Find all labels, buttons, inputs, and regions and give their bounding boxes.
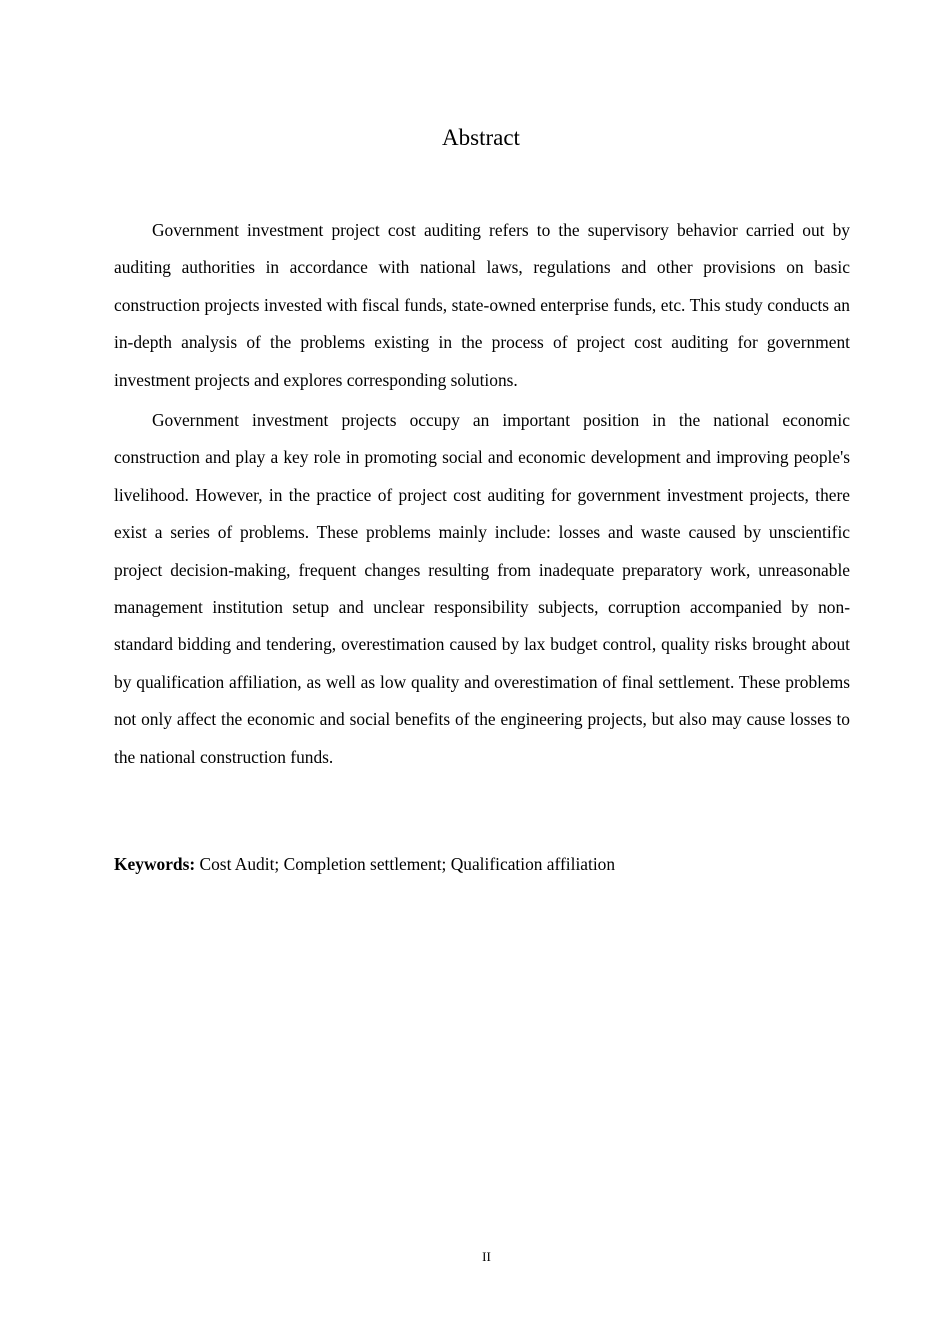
keywords-line	[114, 849, 850, 879]
keywords-text: Cost Audit; Completion settlement; Qualification affiliation	[199, 854, 616, 874]
abstract-body	[114, 212, 850, 779]
abstract-paragraph-2: Government investment projects occupy an important position in the national economic construction and play a key role in promoting social and economic development and improving people's livelihood. However, in the practice of project cost auditing for government investment projects, there exist a series of problems. These problems mainly include: losses and waste caused by unscientific project decision-making, frequent changes resulting from inadequate preparatory work, unreasonable management institution setup and unclear responsibility subjects, corruption accompanied by non-standard bidding and tendering, overestimation caused by lax budget control, quality risks brought about by qualification affiliation, as well as low quality and overestimation of final settlement. These problems not only affect the economic and social benefits of the engineering projects, but also may cause losses to the national construction funds.	[114, 410, 850, 767]
page-number: II	[482, 1249, 491, 1264]
abstract-title: Abstract	[442, 125, 520, 150]
keywords-label: Keywords:	[114, 854, 196, 874]
abstract-paragraph-1: Government investment project cost auditing refers to the supervisory behavior carried out by auditing authorities in accordance with national laws, regulations and other provisions on basic construction projects invested with fiscal funds, state-owned enterprise funds, etc. This study conducts an in-depth analysis of the problems existing in the process of project cost auditing for government investment projects and explores corresponding solutions.	[114, 220, 850, 390]
